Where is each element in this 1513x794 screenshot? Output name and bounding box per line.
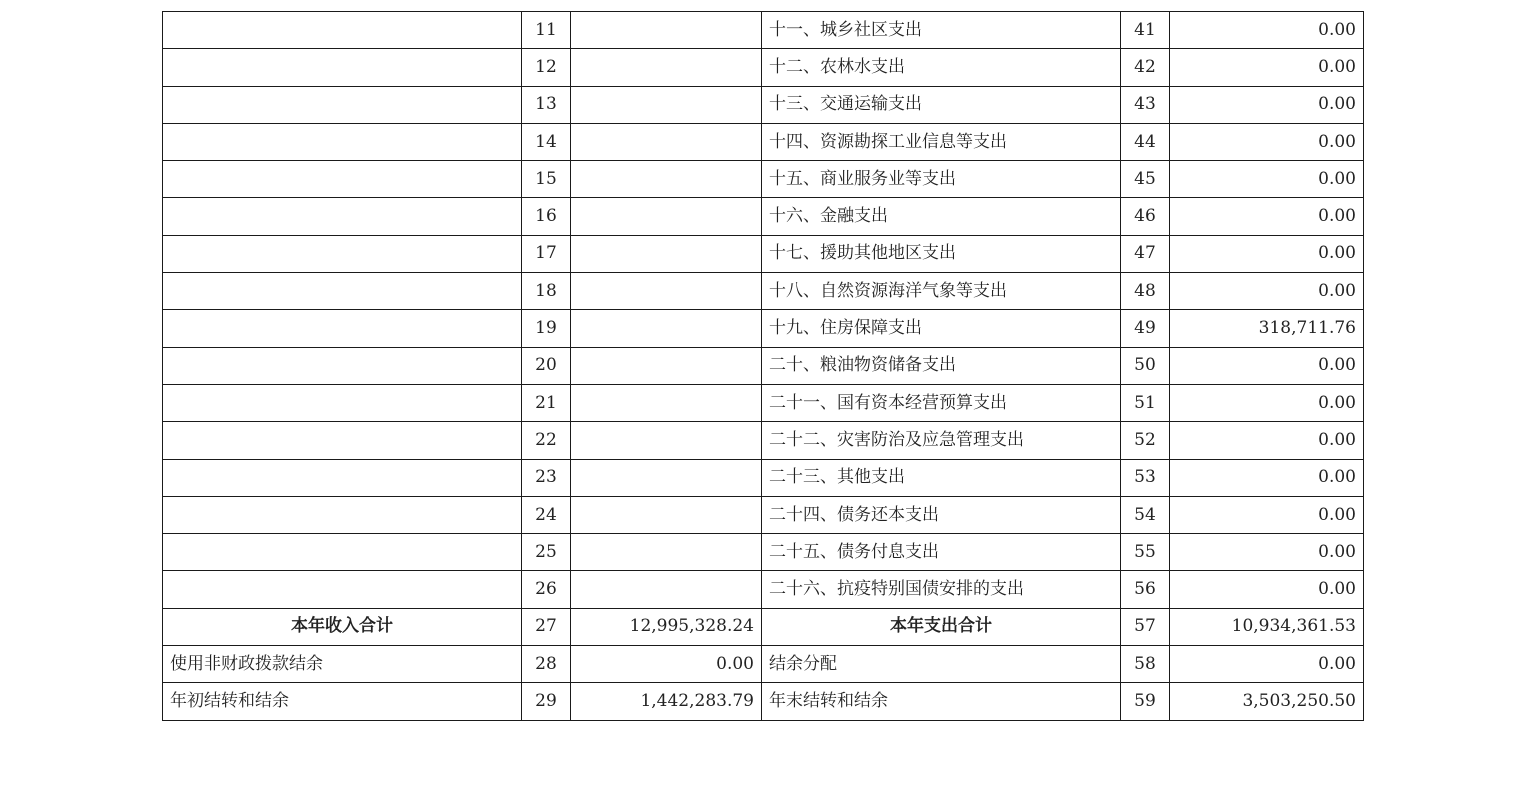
expenditure-item-cell: 二十五、债务付息支出 bbox=[762, 534, 1121, 571]
income-amount-cell bbox=[571, 86, 762, 123]
table-row bbox=[163, 310, 1364, 347]
income-item-cell bbox=[163, 123, 522, 160]
income-amount-cell bbox=[571, 534, 762, 571]
income-total-line-number: 27 bbox=[522, 608, 571, 645]
income-line-number: 17 bbox=[522, 235, 571, 272]
table-row bbox=[163, 123, 1364, 160]
income-item-cell bbox=[163, 571, 522, 608]
expenditure-item-cell: 十九、住房保障支出 bbox=[762, 310, 1121, 347]
expenditure-line-number: 53 bbox=[1121, 459, 1170, 496]
table-row bbox=[163, 235, 1364, 272]
income-line-number: 22 bbox=[522, 422, 571, 459]
expenditure-amount-cell: 0.00 bbox=[1170, 161, 1364, 198]
table-row bbox=[163, 534, 1364, 571]
income-line-number: 18 bbox=[522, 273, 571, 310]
income-line-number: 12 bbox=[522, 49, 571, 86]
income-item-cell bbox=[163, 496, 522, 533]
expenditure-item-cell: 十二、农林水支出 bbox=[762, 49, 1121, 86]
income-amount-cell bbox=[571, 347, 762, 384]
income-total-amount: 12,995,328.24 bbox=[571, 608, 762, 645]
income-amount-cell bbox=[571, 161, 762, 198]
table-row bbox=[163, 571, 1364, 608]
expenditure-item-cell: 十六、金融支出 bbox=[762, 198, 1121, 235]
income-line-number: 16 bbox=[522, 198, 571, 235]
income-amount-cell bbox=[571, 273, 762, 310]
income-item-cell bbox=[163, 310, 522, 347]
expenditure-item-cell: 年末结转和结余 bbox=[762, 683, 1121, 720]
income-item-cell bbox=[163, 459, 522, 496]
expenditure-line-number: 46 bbox=[1121, 198, 1170, 235]
income-amount-cell: 0.00 bbox=[571, 646, 762, 683]
table-body bbox=[163, 12, 1364, 721]
expenditure-total-label: 本年支出合计 bbox=[762, 608, 1121, 645]
income-item-cell bbox=[163, 422, 522, 459]
income-amount-cell bbox=[571, 384, 762, 421]
expenditure-line-number: 41 bbox=[1121, 12, 1170, 49]
table-row bbox=[163, 12, 1364, 49]
income-item-cell bbox=[163, 347, 522, 384]
table-row bbox=[163, 347, 1364, 384]
income-line-number: 21 bbox=[522, 384, 571, 421]
expenditure-line-number: 51 bbox=[1121, 384, 1170, 421]
income-amount-cell bbox=[571, 496, 762, 533]
expenditure-line-number: 42 bbox=[1121, 49, 1170, 86]
income-line-number: 15 bbox=[522, 161, 571, 198]
expenditure-item-cell: 二十四、债务还本支出 bbox=[762, 496, 1121, 533]
expenditure-line-number: 45 bbox=[1121, 161, 1170, 198]
expenditure-amount-cell: 0.00 bbox=[1170, 459, 1364, 496]
income-line-number: 23 bbox=[522, 459, 571, 496]
table-row bbox=[163, 273, 1364, 310]
income-line-number: 26 bbox=[522, 571, 571, 608]
income-amount-cell bbox=[571, 571, 762, 608]
totals-row bbox=[163, 608, 1364, 645]
income-amount-cell bbox=[571, 310, 762, 347]
expenditure-item-cell: 十七、援助其他地区支出 bbox=[762, 235, 1121, 272]
expenditure-line-number: 43 bbox=[1121, 86, 1170, 123]
expenditure-amount-cell: 0.00 bbox=[1170, 49, 1364, 86]
expenditure-total-line-number: 57 bbox=[1121, 608, 1170, 645]
income-line-number: 25 bbox=[522, 534, 571, 571]
income-line-number: 24 bbox=[522, 496, 571, 533]
expenditure-line-number: 47 bbox=[1121, 235, 1170, 272]
expenditure-item-cell: 十三、交通运输支出 bbox=[762, 86, 1121, 123]
expenditure-line-number: 49 bbox=[1121, 310, 1170, 347]
table-row bbox=[163, 646, 1364, 683]
income-item-cell bbox=[163, 534, 522, 571]
expenditure-line-number: 55 bbox=[1121, 534, 1170, 571]
expenditure-amount-cell: 0.00 bbox=[1170, 86, 1364, 123]
income-amount-cell bbox=[571, 49, 762, 86]
expenditure-amount-cell: 0.00 bbox=[1170, 12, 1364, 49]
expenditure-total-amount: 10,934,361.53 bbox=[1170, 608, 1364, 645]
expenditure-item-cell: 二十六、抗疫特别国债安排的支出 bbox=[762, 571, 1121, 608]
table-row bbox=[163, 422, 1364, 459]
income-item-cell bbox=[163, 273, 522, 310]
table-row bbox=[163, 496, 1364, 533]
income-item-cell bbox=[163, 49, 522, 86]
expenditure-amount-cell: 0.00 bbox=[1170, 496, 1364, 533]
expenditure-item-cell: 二十、粮油物资储备支出 bbox=[762, 347, 1121, 384]
income-item-cell bbox=[163, 161, 522, 198]
income-amount-cell: 1,442,283.79 bbox=[571, 683, 762, 720]
table-row bbox=[163, 683, 1364, 720]
income-amount-cell bbox=[571, 12, 762, 49]
income-item-cell: 使用非财政拨款结余 bbox=[163, 646, 522, 683]
expenditure-amount-cell: 0.00 bbox=[1170, 534, 1364, 571]
income-line-number: 11 bbox=[522, 12, 571, 49]
expenditure-item-cell: 二十一、国有资本经营预算支出 bbox=[762, 384, 1121, 421]
income-line-number: 14 bbox=[522, 123, 571, 160]
income-amount-cell bbox=[571, 198, 762, 235]
expenditure-item-cell: 十五、商业服务业等支出 bbox=[762, 161, 1121, 198]
income-line-number: 28 bbox=[522, 646, 571, 683]
expenditure-line-number: 59 bbox=[1121, 683, 1170, 720]
income-amount-cell bbox=[571, 459, 762, 496]
expenditure-line-number: 52 bbox=[1121, 422, 1170, 459]
expenditure-item-cell: 十一、城乡社区支出 bbox=[762, 12, 1121, 49]
expenditure-item-cell: 结余分配 bbox=[762, 646, 1121, 683]
income-item-cell bbox=[163, 12, 522, 49]
expenditure-amount-cell: 0.00 bbox=[1170, 273, 1364, 310]
income-line-number: 29 bbox=[522, 683, 571, 720]
expenditure-line-number: 50 bbox=[1121, 347, 1170, 384]
table-row bbox=[163, 459, 1364, 496]
income-item-cell: 年初结转和结余 bbox=[163, 683, 522, 720]
income-line-number: 19 bbox=[522, 310, 571, 347]
income-expenditure-table bbox=[162, 11, 1364, 721]
table-row bbox=[163, 161, 1364, 198]
income-amount-cell bbox=[571, 235, 762, 272]
expenditure-item-cell: 二十二、灾害防治及应急管理支出 bbox=[762, 422, 1121, 459]
income-line-number: 20 bbox=[522, 347, 571, 384]
table-row bbox=[163, 198, 1364, 235]
table-row bbox=[163, 86, 1364, 123]
income-amount-cell bbox=[571, 123, 762, 160]
income-line-number: 13 bbox=[522, 86, 571, 123]
expenditure-amount-cell: 318,711.76 bbox=[1170, 310, 1364, 347]
expenditure-amount-cell: 0.00 bbox=[1170, 384, 1364, 421]
expenditure-amount-cell: 0.00 bbox=[1170, 571, 1364, 608]
income-item-cell bbox=[163, 384, 522, 421]
expenditure-line-number: 56 bbox=[1121, 571, 1170, 608]
expenditure-amount-cell: 0.00 bbox=[1170, 123, 1364, 160]
expenditure-line-number: 44 bbox=[1121, 123, 1170, 160]
expenditure-amount-cell: 0.00 bbox=[1170, 198, 1364, 235]
expenditure-amount-cell: 0.00 bbox=[1170, 235, 1364, 272]
income-item-cell bbox=[163, 235, 522, 272]
expenditure-line-number: 48 bbox=[1121, 273, 1170, 310]
income-amount-cell bbox=[571, 422, 762, 459]
expenditure-amount-cell: 0.00 bbox=[1170, 646, 1364, 683]
expenditure-item-cell: 十四、资源勘探工业信息等支出 bbox=[762, 123, 1121, 160]
income-item-cell bbox=[163, 86, 522, 123]
income-total-label: 本年收入合计 bbox=[163, 608, 522, 645]
expenditure-line-number: 54 bbox=[1121, 496, 1170, 533]
expenditure-amount-cell: 0.00 bbox=[1170, 422, 1364, 459]
expenditure-amount-cell: 3,503,250.50 bbox=[1170, 683, 1364, 720]
expenditure-line-number: 58 bbox=[1121, 646, 1170, 683]
table-row bbox=[163, 49, 1364, 86]
expenditure-item-cell: 十八、自然资源海洋气象等支出 bbox=[762, 273, 1121, 310]
expenditure-item-cell: 二十三、其他支出 bbox=[762, 459, 1121, 496]
income-item-cell bbox=[163, 198, 522, 235]
expenditure-amount-cell: 0.00 bbox=[1170, 347, 1364, 384]
table-row bbox=[163, 384, 1364, 421]
